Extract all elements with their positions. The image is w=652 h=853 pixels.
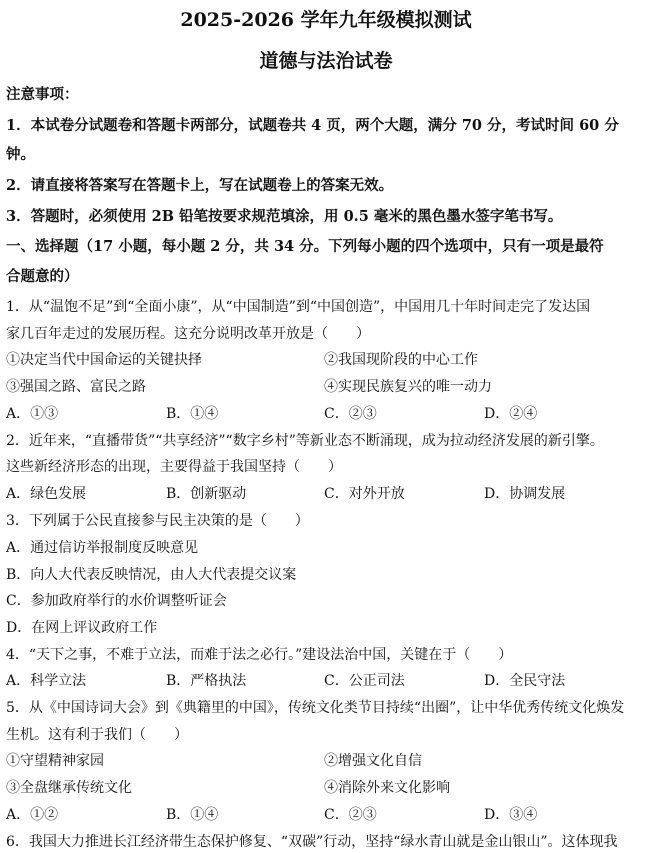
notice-item-1-line-1: 1．本试卷分试题卷和答题卡两部分，试题卷共 4 页，两个大题，满分 70 分，考试时间 60 分 xyxy=(6,117,619,134)
question-5-option-d[interactable]: D．③④ xyxy=(484,807,538,823)
question-2-stem-line-2: 这些新经济形态的出现，主要得益于我国坚持（ ） xyxy=(6,459,342,475)
question-5-stem-line-1: 5．从《中国诗词大会》到《典籍里的中国》，传统文化类节目持续“出圈”，让中华优秀传统文化焕发 xyxy=(6,700,625,716)
question-5-statement-2: ②增强文化自信 xyxy=(324,753,422,769)
notice-heading: 注意事项： xyxy=(6,86,79,103)
question-2-option-a[interactable]: A．绿色发展 xyxy=(6,486,87,502)
question-2-option-d[interactable]: D．协调发展 xyxy=(484,486,566,502)
section-1-heading-line-1: 一、选择题（17 小题，每小题 2 分，共 34 分。下列每小题的四个选项中，只有一项是最符 xyxy=(6,238,604,255)
question-5-statement-1: ①守望精神家园 xyxy=(6,753,104,769)
exam-subtitle: 道德与法治试卷 xyxy=(259,50,393,72)
question-5-statement-3: ③全盘继承传统文化 xyxy=(6,780,132,796)
notice-item-2: 2．请直接将答案写在答题卡上，写在试题卷上的答案无效。 xyxy=(6,177,394,194)
question-3-option-c[interactable]: C．参加政府举行的水价调整听证会 xyxy=(6,593,227,609)
question-6-stem-line-1: 6．我国大力推进长江经济带生态保护修复、“双碳”行动，坚持“绿水青山就是金山银山”。这体现我 xyxy=(6,834,618,850)
notice-item-3: 3．答题时，必须使用 2B 铅笔按要求规范填涂，用 0.5 毫米的黑色墨水签字笔书写。 xyxy=(6,208,563,225)
question-4-option-b[interactable]: B．严格执法 xyxy=(166,673,247,689)
notice-item-1-line-2: 钟。 xyxy=(6,146,35,163)
question-1-option-d[interactable]: D．②④ xyxy=(484,406,538,422)
question-5-option-c[interactable]: C．②③ xyxy=(324,807,377,823)
question-3-option-d[interactable]: D．在网上评议政府工作 xyxy=(6,620,158,636)
question-4-option-a[interactable]: A．科学立法 xyxy=(6,673,87,689)
question-1-stem-line-1: 1．从“温饱不足”到“全面小康”，从“中国制造”到“中国创造”，中国用几十年时间走完了发达国 xyxy=(6,299,591,315)
question-1-statement-1: ①决定当代中国命运的关键抉择 xyxy=(6,352,202,368)
question-3-option-b[interactable]: B．向人大代表反映情况，由人大代表提交议案 xyxy=(6,567,297,583)
question-5-option-b[interactable]: B．①④ xyxy=(166,807,219,823)
question-2-option-c[interactable]: C．对外开放 xyxy=(324,486,405,502)
question-1-statement-4: ④实现民族复兴的唯一动力 xyxy=(324,379,492,395)
section-1-heading-line-2: 合题意的） xyxy=(6,268,79,285)
question-2-stem-line-1: 2．近年来，“直播带货”“共享经济”“数字乡村”等新业态不断涌现，成为拉动经济发展的新引擎。 xyxy=(6,433,604,449)
exam-title: 2025-2026 学年九年级模拟测试 xyxy=(180,9,472,31)
question-4-stem: 4．“天下之事，不难于立法，而难于法之必行。”建设法治中国，关键在于（ ） xyxy=(6,647,513,663)
question-2-option-b[interactable]: B．创新驱动 xyxy=(166,486,247,502)
question-4-option-c[interactable]: C．公正司法 xyxy=(324,673,405,689)
question-5-statement-4: ④消除外来文化影响 xyxy=(324,780,450,796)
question-4-option-d[interactable]: D．全民守法 xyxy=(484,673,566,689)
question-1-option-c[interactable]: C．②③ xyxy=(324,406,377,422)
question-5-option-a[interactable]: A．①② xyxy=(6,807,59,823)
question-1-statement-2: ②我国现阶段的中心工作 xyxy=(324,352,478,368)
question-1-stem-line-2: 家几百年走过的发展历程。这充分说明改革开放是（ ） xyxy=(6,326,370,342)
question-1-option-a[interactable]: A．①③ xyxy=(6,406,59,422)
question-5-stem-line-2: 生机。这有利于我们（ ） xyxy=(6,727,188,743)
question-1-statement-3: ③强国之路、富民之路 xyxy=(6,379,146,395)
question-1-option-b[interactable]: B．①④ xyxy=(166,406,219,422)
question-3-stem: 3．下列属于公民直接参与民主决策的是（ ） xyxy=(6,513,309,529)
question-3-option-a[interactable]: A．通过信访举报制度反映意见 xyxy=(6,540,199,556)
